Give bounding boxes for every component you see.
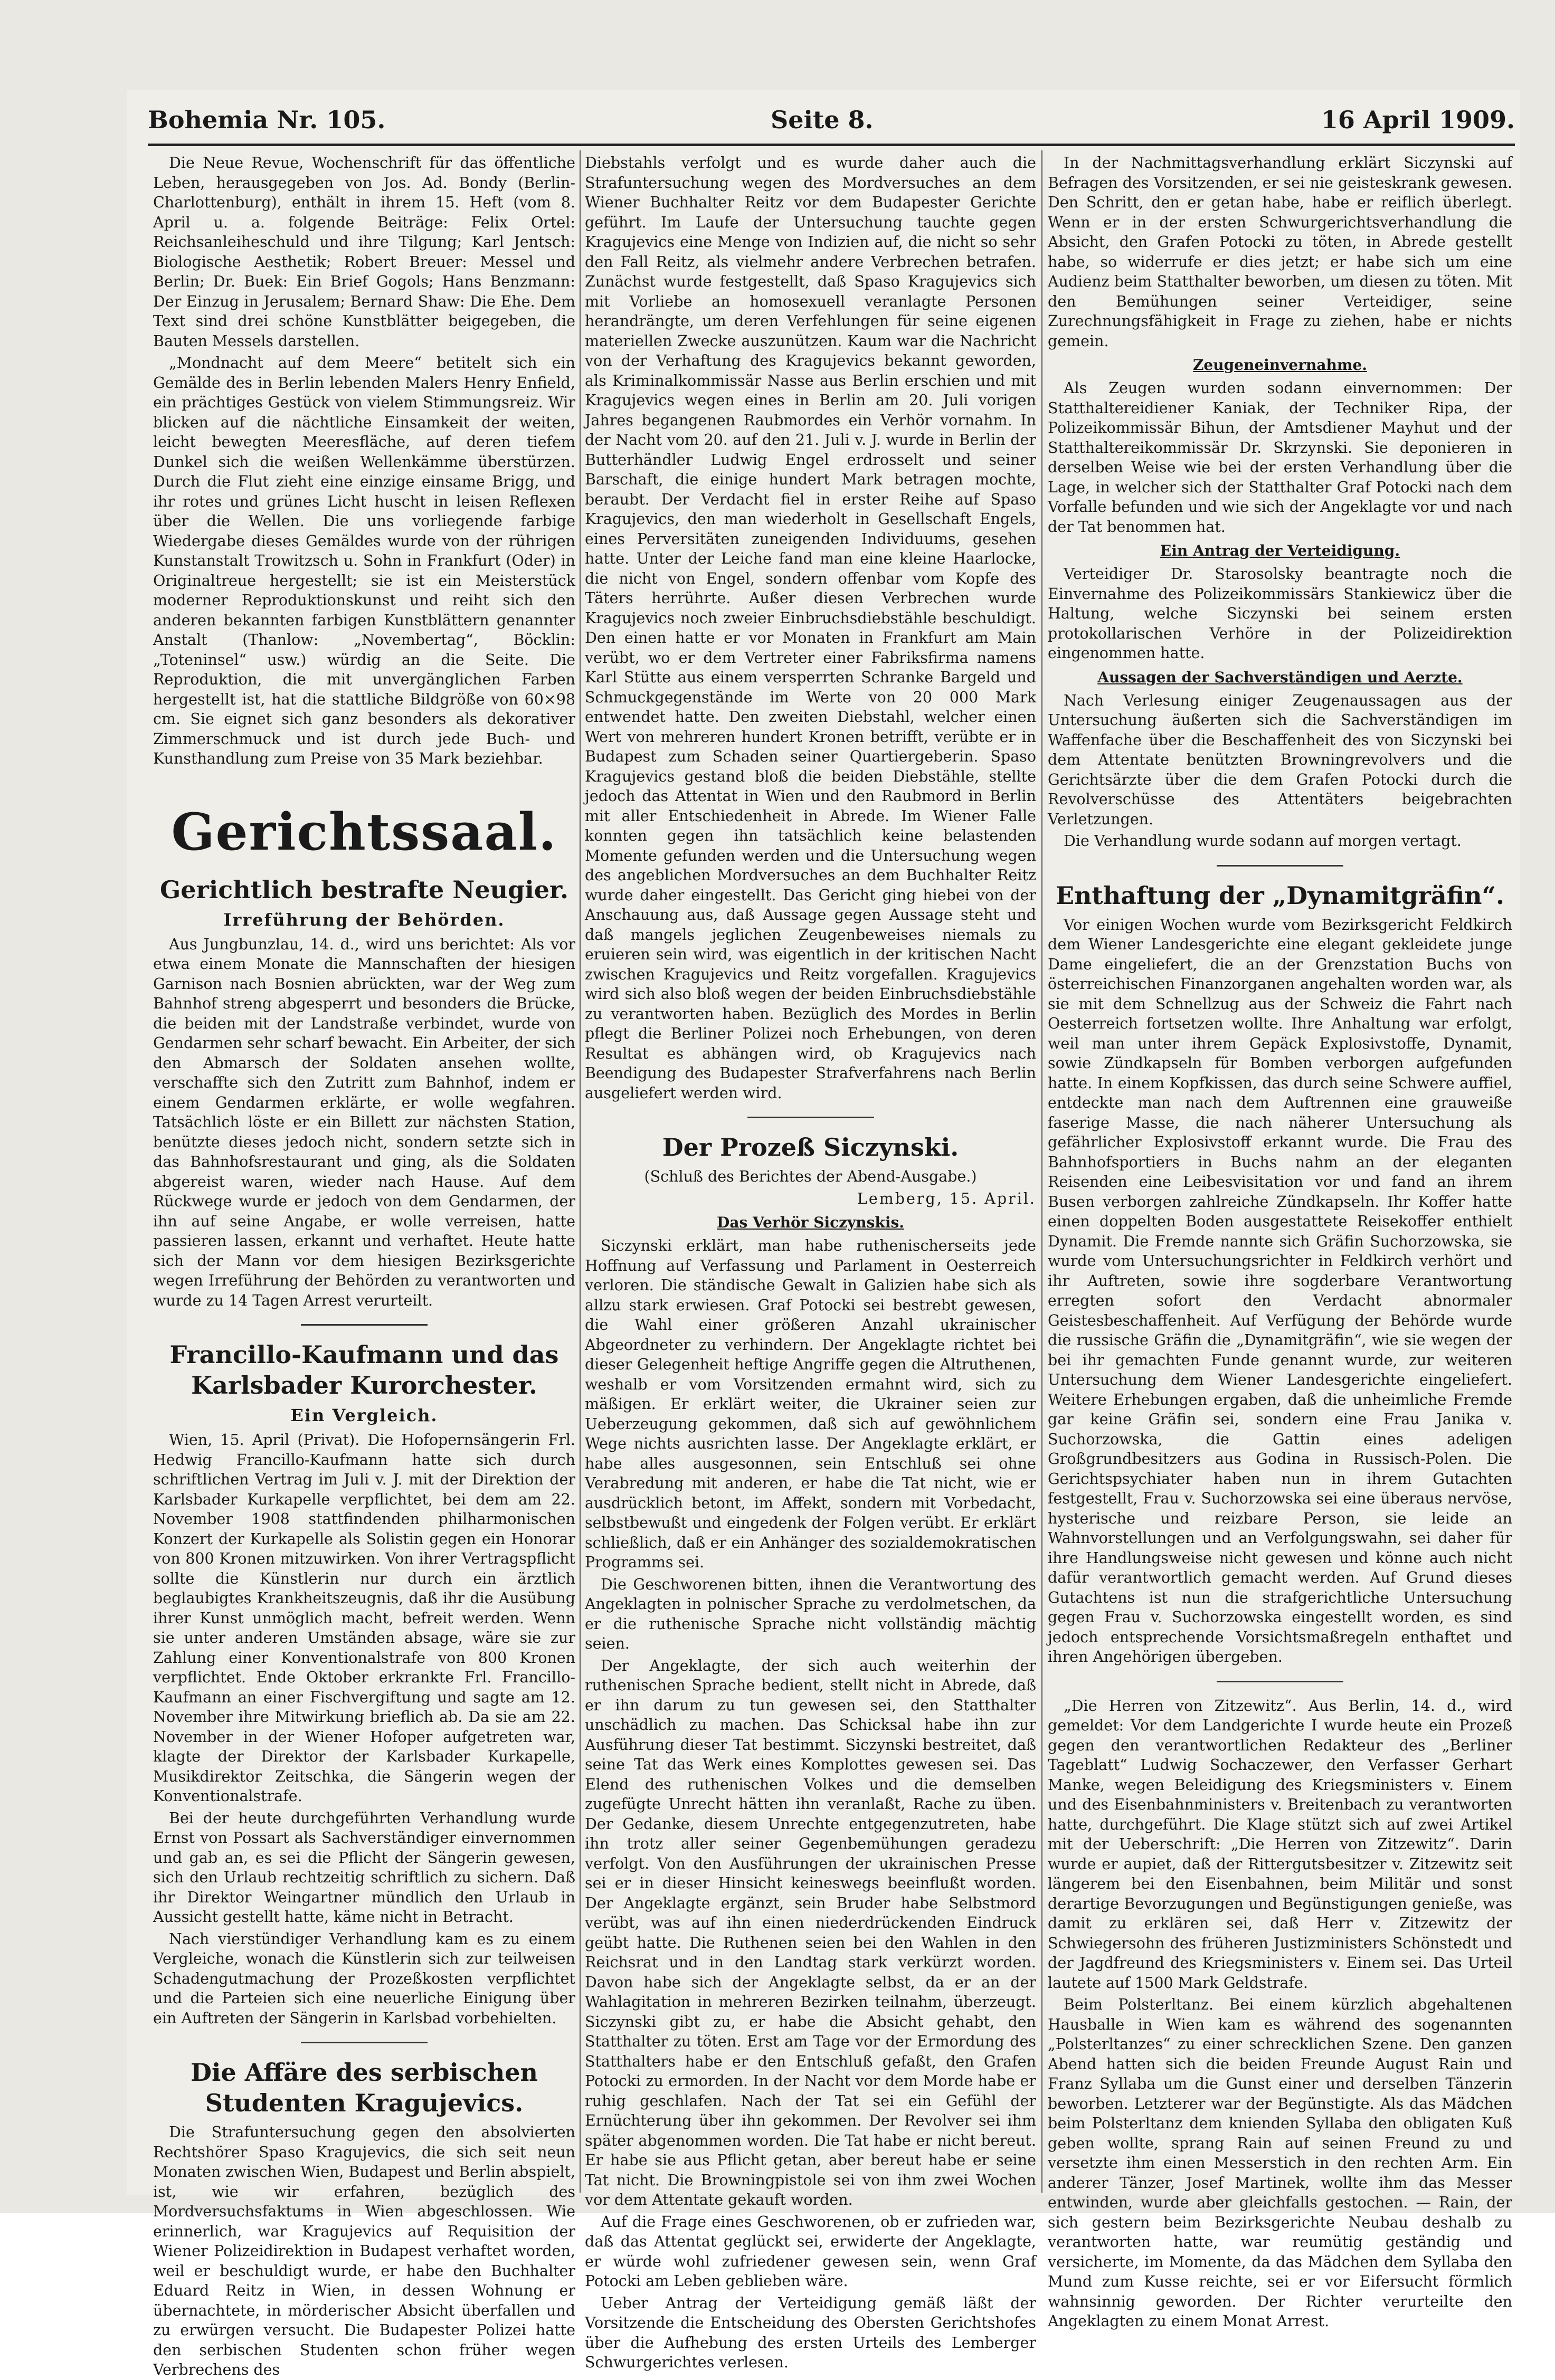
zeugen-body: Als Zeugen wurden sodann einvernommen: Der Statthaltereidiener Kaniak, der Techniker Ripa, der Polizeikommissär Bihun, der Amtsdiener Mayhut und der Statthaltereikommissär Dr. Skrzynski. Sie deponieren in derselben Weise wie bei der ersten Verhandlung über die Lage, in welcher sich der Statthalter Graf Potocki nach dem Vorfalle befunden und wie sich der Angeklagte vor und nach der Tat benommen hat. (1048, 379, 1512, 536)
subhead-verhoer: Das Verhör Siczynskis. (717, 1214, 904, 1231)
column-2 (585, 153, 1036, 2371)
separator (301, 2042, 428, 2043)
separator (747, 1117, 874, 1118)
subhead-aussagen: Aussagen der Sachverständigen und Aerzte. (1097, 668, 1463, 686)
article-title-neugier: Gerichtlich bestrafte Neugier. (159, 875, 568, 904)
article-title-prozess: Der Prozeß Siczynski. (662, 1133, 959, 1162)
article-body-francillo-3: Nach vierstündiger Verhandlung kam es zu einem Vergleiche, wonach die Künstlerin sich zur teilweisen Schadengutmachung der Prozeßkosten verpflichtet und die Parteien sich eine neuerliche Einigung über ein Auftreten der Sängerin in Karlsbad vorbehielten. (153, 1930, 575, 2027)
article-body-affaere: Die Strafuntersuchung gegen den absolvierten Rechtshörer Spaso Kragujevics, die sich seit neun Monaten zwischen Wien, Budapest und Berlin abspielt, ist, wie wir erfahren, bezüglich des Mordversuchsfaktums in Wien abgeschlossen. Wie erinnerlich, war Kragujevics auf Requisition der Wiener Polizeidirektion in Budapest verhaftet worden, weil er beschuldigt wurde, er habe den Buchhalter Eduard Reitz in Wien, in dessen Wohnung er übernachtete, in mörderischer Absicht überfallen und zu erwürgen versucht. Die Budapester Polizei hatte den serbischen Studenten schon früher wegen Verbrechens des (153, 2124, 576, 2378)
article-body-francillo-2: Bei der heute durchgeführten Verhandlung wurde Ernst von Possart als Sachverständiger einvernommen und gab an, es sei die Pflicht der Sängerin gewesen, sich den Urlaub rechtzeitig schriftlich zu sichern. Daß ihr Direktor Weingartner mündlich den Urlaub in Aussicht gestellt hatte, käme nicht in Betracht. (153, 1809, 575, 1926)
prozess-body-6: In der Nachmittagsverhandlung erklärt Siczynski auf Befragen des Vorsitzenden, er sei nie geisteskrank gewesen. Den Schritt, den er getan habe, habe er reiflich überlegt. Wenn er in der ersten Schwurgerichtsverhandlung die Absicht, den Grafen Potocki zu töten, in Abrede gestellt habe, so widerrufe er dies jetzt; er habe sich um eine Audienz beim Statthalter beworben, um diesen zu töten. Mit den Bemühungen seiner Verteidiger, seine Zurechnungsfähigkeit in Frage zu ziehen, habe er nichts gemein. (1048, 154, 1512, 350)
article-title-francillo: Francillo-Kaufmann und das Karlsbader Kurorchester. (169, 1340, 559, 1400)
issue-date: 16 April 1909. (1321, 106, 1515, 134)
column-3 (1048, 153, 1512, 2330)
vertagung-note: Die Verhandlung wurde sodann auf morgen vertagt. (1064, 832, 1462, 850)
mondnacht-notice: „Mondnacht auf dem Meere“ betitelt sich ein Gemälde des in Berlin lebenden Malers Henry Enfield, ein prächtiges Gestück von vielem Stimmungsreiz. Wir blicken auf die nächtliche Einsamkeit der weiten, leicht bewegten Meeresfläche, auf deren tiefem Dunkel sich die weißen Wellenkämme überstürzen. Durch die Flut zieht eine einzige einsame Brigg, und ihr rotes und grünes Licht huscht in leisen Reflexen über die Wellen. Die uns vorliegende farbige Wiedergabe dieses Gemäldes wurde von der rührigen Kunstanstalt Trowitzsch u. Sohn in Frankfurt (Oder) in Originaltreue hergestellt; sie ist ein Meisterstück moderner Reproduktionskunst und reiht sich den anderen bekannten farbigen Kunstblättern genannter Anstalt (Thanlow: „Novembertag“, Böcklin: „Toteninsel“ usw.) würdig an die Seite. Die Reproduktion, die mit unvergänglichen Farben hergestellt ist, hat die stattliche Bildgröße von 60×98 cm. Sie eignet sich ganz besonders als dekorativer Zimmerschmuck und ist durch jede Buch- und Kunsthandlung zum Preise von 35 Mark beziehbar. (153, 354, 575, 767)
neue-revue-notice: Die Neue Revue, Wochenschrift für das öffentliche Leben, herausgegeben von Jos. Ad. Bondy (Berlin-Charlottenburg), enthält in ihrem 15. Heft (vom 8. April u. a. folgende Beiträge: Felix Ortel: Reichsanleiheschuld und ihre Tilgung; Karl Jentsch: Biologische Aesthetik; Robert Breuer: Messel und Berlin; Dr. Buek: Ein Brief Gogols; Hans Benzmann: Der Einzug in Jerusalem; Bernard Shaw: Die Ehe. Dem Text sind drei schöne Kunstblätter beigegeben, die Bauten Messels darstellen. (153, 154, 575, 350)
subhead-antrag: Ein Antrag der Verteidigung. (1160, 542, 1400, 559)
article-title-dynamitgraefin: Enthaftung der „Dynamitgräfin“. (1055, 881, 1505, 910)
aussagen-body: Nach Verlesung einiger Zeugenaussagen aus der Untersuchung äußerten sich die Sachverständigen im Waffenfache über die Beschaffenheit des von Siczynski bei dem Attentate benützten Browningrevolvers und die Gerichtsärzte über die dem Grafen Potocki durch die Revolverschüsse des Attentäters beigebrachten Verletzungen. (1048, 691, 1512, 828)
separator (301, 1324, 428, 1326)
article-body-affaere-cont: Diebstahls verfolgt und es wurde daher auch die Strafuntersuchung wegen des Mordversuches an dem Wiener Buchhalter Reitz vor dem Budapester Gerichte geführt. Im Laufe der Untersuchung tauchte gegen Kragujevics eine Menge von Indizien auf, die nicht so sehr den Fall Reitz, als vielmehr andere Verbrechen betrafen. Zunächst wurde festgestellt, daß Spaso Kragujevics sich mit Vorliebe an homosexuell veranlagte Personen herandrängte, um deren Verfehlungen für seine eigenen materiellen Zwecke auszunützen. Kaum war die Nachricht von der Verhaftung des Kragujevics bekannt geworden, als Kriminalkommissär Nasse aus Berlin erschien und mit Kragujevics wegen eines in Berlin am 20. Juli vorigen Jahres begangenen Raubmordes ein Verhör vornahm. In der Nacht vom 20. auf den 21. Juli v. J. wurde in Berlin der Butterhändler Ludwig Engel erdrosselt und seiner Barschaft, die einige hundert Mark betragen mochte, beraubt. Der Verdacht fiel in erster Reihe auf Spaso Kragujevics, den man wiederholt in Gesellschaft Engels, eines Perversitäten zuneigenden Individuums, gesehen hatte. Unter der Leiche fand man eine kleine Haarlocke, die nicht von Engel, sondern offenbar vom Kopfe des Täters herrührte. Außer diesen Verbrechen wurde Kragujevics noch zweier Einbruchsdiebstähle beschuldigt. Den einen hatte er vor Monaten in Frankfurt am Main verübt, wo er dem Vertreter einer Fabriksfirma namens Karl Stütte aus einem versperrten Schranke Bargeld und Schmuckgegenstände im Werte von 20 000 Mark entwendet hatte. Den zweiten Diebstahl, welcher einen Wert von mehreren hundert Kronen betrifft, verübte er in Budapest zum Schaden seiner Quartiergeberin. Spaso Kragujevics gestand bloß die beiden Diebstähle, stellte jedoch das Attentat in Wien und den Raubmord in Berlin mit aller Entschiedenheit in Abrede. Im Wiener Falle konnten gegen ihn tatsächlich keine belastenden Momente gefunden werden und die Untersuchung wegen des angeblichen Mordversuches an dem Buchhalter Reitz wurde daher eingestellt. Das Gericht ging hiebei von der Anschauung aus, daß Aussage gegen Aussage steht und daß mangels jeglichen Zeugenbeweises niemals zu eruieren sein wird, was eigentlich in der kritischen Nacht zwischen Kragujevics und Reitz vorgefallen. Kragujevics wird sich also bloß wegen der beiden Einbruchsdiebstähle zu verantworten haben. Bezüglich des Mordes in Berlin pflegt die Berliner Polizei noch Erhebungen, von deren Resultat es abhängen wird, ob Kragujevics nach Beendigung des Budapester Strafverfahrens nach Berlin ausgeliefert werden wird. (585, 154, 1036, 1102)
page-number: Seite 8. (771, 106, 874, 134)
article-body-neugier: Aus Jungbunzlau, 14. d., wird uns berichtet: Als vor etwa einem Monate die Mannschaften der hiesigen Garnison nach Bosnien abrückten, war der Weg zum Bahnhof streng abgesperrt und besonders die Brücke, die beiden mit der Landstraße verbindet, wurde von Gendarmen sehr scharf bewacht. Ein Arbeiter, der sich den Abmarsch der Soldaten ansehen wollte, verschaffte sich den Zutritt zum Bahnhof, indem er einem Gendarmen erklärte, er wolle wegfahren. Tatsächlich löste er ein Billett zur nächsten Station, benützte dieses jedoch nicht, sondern setzte sich in das Bahnhofsrestaurant und ging, als die Soldaten abgereist waren, wieder nach Hause. Auf dem Rückwege wurde er jedoch von dem Gendarmen, der ihn auf seine Angabe, er wolle verreisen, hatte passieren lassen, erkannt und verhaftet. Heute hatte sich der Mann vor dem hiesigen Bezirksgerichte wegen Irreführung der Behörden zu verantworten und wurde zu 14 Tagen Arrest verurteilt. (153, 935, 575, 1309)
dateline: Lemberg, 15. April. (857, 1189, 1036, 1207)
prozess-body-2: Die Geschworenen bitten, ihnen die Verantwortung des Angeklagten in polnischer Sprache zu verdolmetschen, da er die ruthenische Sprache nicht vollständig mächtig seien. (585, 1575, 1036, 1652)
running-head (148, 106, 1515, 148)
article-body-dynamitgraefin: Vor einigen Wochen wurde vom Bezirksgericht Feldkirch dem Wiener Landesgerichte eine elegant gekleidete junge Dame eingeliefert, die an der Grenzstation Buchs von österreichischen Finanzorganen angehalten worden war, als sie mit dem Schnellzug aus der Schweiz die Fahrt nach Oesterreich fortsetzen wollte. Ihre Anhaltung war erfolgt, weil man unter ihrem Gepäck Explosivstoffe, Dynamit, sowie Zündkapseln für Bomben verborgen aufgefunden hatte. In einem Kopfkissen, das durch seine Schwere auffiel, entdeckte man nach dem Auftrennen eine grauweiße faserige Masse, die nach näherer Untersuchung als gefährlicher Explosivstoff erkannt wurde. Die Frau des Bahnhofsportiers in Buchs nahm an der eleganten Reisenden eine Leibesvisitation vor und fand an ihrem Busen verborgen zahlreiche Zündkapseln. Ihr Koffer hatte einen doppelten Boden ausgestattete Reisekoffer enthielt Dynamit. Die Fremde nannte sich Gräfin Suchorzowska, sie wurde vom Untersuchungsrichter in Feldkirch verhört und ihr Auftreten, sowie ihre sogderbare Verantwortung erregten sofort den Verdacht abnormaler Geistesbeschaffenheit. Auf Verfügung der Behörde wurde die russische Gräfin die „Dynamitgräfin“, wie sie wegen der bei ihr gemachten Funde genannt wurde, zur weiteren Untersuchung dem Wiener Landesgerichte eingeliefert. Weitere Erhebungen ergaben, daß die unheimliche Fremde gar keine Gräfin sei, sondern eine Frau Janika v. Suchorzowska, die Gattin eines adeligen Großgrundbesitzers aus Godina in Russisch-Polen. Die Gerichtspsychiater haben nun in ihrem Gutachten festgestellt, Frau v. Suchorzowska sei eine überaus nervöse, hysterische und reizbare Person, sie leide an Wahnvorstellungen und an Verfolgungswahn, sei daher für ihre Handlungsweise nicht gewesen und könne auch nicht dafür verantwortlich gemacht werden. Auf Grund dieses Gutachtens ist nun die strafgerichtliche Untersuchung gegen Frau v. Suchorzowska eingestellt worden, es sind jedoch entsprechende Vorsichtsmaßregeln enthaftet und ihren Angehörigen übergeben. (1048, 916, 1512, 1665)
article-title-affaere: Die Affäre des serbischen Studenten Kragujevics. (191, 2058, 538, 2117)
prozess-body-3: Der Angeklagte, der sich auch weiterhin der ruthenischen Sprache bedient, stellt nicht in Abrede, daß er ihn darum zu tun gewesen sei, den Statthalter unschädlich zu machen. Das Schicksal habe ihn zur Ausführung dieser Tat bestimmt. Siczynski bestreitet, daß seine Tat das Werk eines Komplottes gewesen sei. Das Elend des ruthenischen Volkes und die demselben zugefügte Unrecht hätten ihn veranlaßt, Rache zu üben. Der Gedanke, diesem Unrechte entgegenzutreten, habe ihn trotz aller seiner Gegenbemühungen geradezu verfolgt. Von den Ausführungen der ukrainischen Presse sei er in dieser Hinsicht keineswegs beeinflußt worden. Der Angeklagte ergänzt, sein Bruder habe Selbstmord verübt, was auf ihn einen niederdrückenden Eindruck geübt hatte. Die Ruthenen seien bei den Wahlen in den Reichsrat und in den Landtag stark verkürzt worden. Davon habe sich der Angeklagte selbst, da er an der Wahlagitation in mehreren Bezirken teilnahm, überzeugt. Siczynski gibt zu, er habe die Absicht gehabt, den Statthalter zu töten. Erst am Tage vor der Ermordung des Statthalters habe er den Entschluß gefaßt, den Grafen Potocki zu ermorden. In der Nacht vor dem Morde habe er ruhig geschlafen. Nach der Tat sei ein Gefühl der Ernüchterung über ihn gekommen. Der Revolver sei ihm später abgenommen worden. Die Tat habe er nicht bereut. Er habe sie aus Pflicht getan, aber bereut habe er seine Tat nicht. Die Browningpistole sei von ihm zwei Wochen vor dem Attentate gekauft worden. (585, 1657, 1036, 2208)
subhead-zeugen: Zeugeneinvernahme. (1192, 356, 1368, 374)
article-body-polsterltanz: Beim Polsterltanz. Bei einem kürzlich abgehaltenen Hausballe in Wien kam es während des sogenannten „Polsterltanzes“ zu einer schrecklichen Szene. Den ganzen Abend hatten sich die beiden Freunde August Rain und Franz Syllaba um die Gunst einer und derselben Tänzerin beworben. Letzterer war der Begünstigte. Als das Mädchen beim Polsterltanz dem knienden Syllaba den obligaten Kuß geben wollte, sprang Rain auf seinen Freund zu und versetzte ihm einen Messerstich in den rechten Arm. Ein anderer Tänzer, Josef Martinek, wollte ihm das Messer entwinden, wurde aber gleichfalls gestochen. — Rain, der sich gestern beim Bezirksgerichte Neubau deshalb zu verantworten hatte, war reumütig geständig und versicherte, im Momente, da das Mädchen dem Syllaba den Mund zum Kusse reichte, sei er vor Eifersucht förmlich wahnsinnig geworden. Der Richter verurteilte den Angeklagten zu einem Monat Arrest. (1048, 1996, 1512, 2330)
prozess-body-1: Siczynski erklärt, man habe ruthenischerseits jede Hoffnung auf Verfassung und Parlament in Oesterreich verloren. Die ständische Gewalt in Galizien habe sich als allzu stark erwiesen. Graf Potocki sei bestrebt gewesen, die Wahl einer größeren Anzahl ukrainischer Abgeordneter zu verhindern. Der Angeklagte richtet bei dieser Gelegenheit heftige Angriffe gegen die Altruthenen, weshalb er vom Vorsitzenden ermahnt wird, sich zu mäßigen. Er erklärt weiter, die Ukrainer seien zur Ueberzeugung gekommen, daß sich auf gewöhnlichem Wege nichts ausrichten lasse. Der Angeklagte erklärt, er habe alles ausgesonnen, sein Entschluß sei ohne Verabredung mit anderen, er habe die Tat nicht, wie er ausdrücklich betont, im Affekt, sondern mit Vorbedacht, selbstbewußt und eingedenk der Folgen verübt. Er erklärt schließlich, daß er ein Anhänger des sozialdemokratischen Programms sei. (585, 1237, 1036, 1571)
column-rule-1 (580, 150, 581, 2193)
article-body-zitzewitz: „Die Herren von Zitzewitz“. Aus Berlin, 14. d., wird gemeldet: Vor dem Landgerichte I wurde heute ein Prozeß gegen den verantwortlichen Redakteur des „Berliner Tageblatt“ Ludwig Sochaczewer, den Verfasser Gerhart Manke, wegen Beleidigung des Kriegsministers v. Einem und des Eisenbahnministers v. Breitenbach zu verantworten hatte, durchgeführt. Die Klage stützt sich auf zwei Artikel mit der Ueberschrift: „Die Herren von Zitzewitz“. Darin wurde er aupiet, daß der Rittergutsbesitzer v. Zitzewitz seit längerem bei den Eisenbahnen, beim Militär und sonst derartige Bevorzugungen und Begünstigungen genieße, was damit zu erklären sei, daß Herr v. Zitzewitz der Schwiegersohn des früheren Justizministers Schönstedt und der Jagdfreund des Kriegsministers v. Einem sei. Das Urteil lautete auf 1500 Mark Geldstrafe. (1048, 1697, 1512, 1992)
antrag-body: Verteidiger Dr. Starosolsky beantragte noch die Einvernahme des Polizeikommissärs Stankiewicz über die Haltung, welche Siczynski bei seinem ersten protokollarischen Verhöre in der Polizeidirektion eingenommen hatte. (1048, 565, 1512, 662)
header-rule (148, 144, 1515, 146)
column-rule-2 (1041, 150, 1042, 2193)
section-title-gerichtssaal: Gerichtssaal. (171, 802, 557, 862)
issue-number: Bohemia Nr. 105. (148, 106, 386, 134)
separator (1217, 1681, 1343, 1682)
column-1 (153, 153, 576, 2378)
separator (1217, 865, 1343, 867)
article-body-francillo-1: Wien, 15. April (Privat). Die Hofopernsängerin Frl. Hedwig Francillo-Kaufmann hatte sich durch schriftlichen Vertrag im Juli v. J. mit der Direktion der Karlsbader Kurkapelle verpflichtet, bei dem am 22. November 1908 stattfindenden philharmonischen Konzert der Kurkapelle als Solistin gegen ein Honorar von 800 Kronen mitzuwirken. Von ihrer Vertragspflicht sollte die Künstlerin nur durch ein ärztlich beglaubigtes Krankheitszeugnis, daß ihr die Ausübung ihrer Kunst unmöglich macht, befreit werden. Wenn sie unter anderen Umständen absage, wäre sie zur Zahlung einer Konventionalstrafe von 800 Kronen verpflichtet. Ende Oktober erkrankte Frl. Francillo-Kaufmann an einer Fischvergiftung und sagte am 12. November ihre Mitwirkung brieflich ab. Da sie am 22. November in der Wiener Hofoper aufgetreten war, klagte der Direktor der Karlsbader Kurkapelle, Musikdirektor Zeitschka, die Sängerin wegen der Konventionalstrafe. (153, 1431, 575, 1805)
prozess-body-5: Ueber Antrag der Verteidigung gemäß läßt der Vorsitzende die Entscheidung des Obersten Gerichtshofes über die Aufhebung des ersten Urteils des Lemberger Schwurgerichtes verlesen. (585, 2294, 1036, 2371)
prozess-body-4: Auf die Frage eines Geschworenen, ob er zufrieden war, daß das Attentat geglückt sei, erwiderte der Angeklagte, er würde wohl zufriedener gewesen sein, wenn Graf Potocki am Leben geblieben wäre. (585, 2213, 1036, 2290)
article-subtitle-neugier: Irreführung der Behörden. (223, 909, 505, 930)
article-subtitle-prozess: (Schluß des Berichtes der Abend-Ausgabe.) (644, 1168, 977, 1185)
article-subtitle-francillo: Ein Vergleich. (290, 1405, 438, 1425)
